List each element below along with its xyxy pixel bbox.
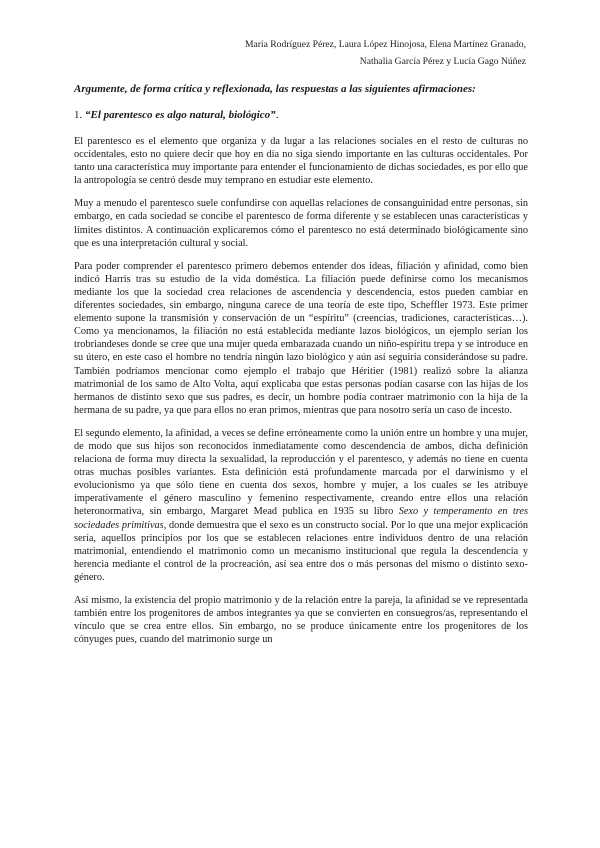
question-line [74,109,278,121]
paragraph-4 [74,427,528,584]
question-text: “El parentesco es algo natural, biológico” [85,109,276,121]
question-number: 1. [74,109,83,121]
author-line-2: Nathalia García Pérez y Lucía Gago Núñez [359,56,526,67]
paragraph-2: Muy a menudo el parentesco suele confundirse con aquellas relaciones de consanguinidad entre personas, sin embargo, en cada sociedad se concibe el parentesco de forma diferente y se establecen unas características y límites distintos. A continuación explicaremos cómo el parentesco no está determinado biológicamente sino que es una interpretación cultural y social. [74,198,528,249]
paragraph-1: El parentesco es el elemento que organiza y da lugar a las relaciones sociales en el resto de culturas no occidentales, esto no quiere decir que hoy en día no siga siendo importante en las culturas occidentales. Por tanto una característica muy importante para entender el funcionamiento de dichas sociedades, es por ello que la antropología se centró desde muy temprano en estudiar este elemento. [74,136,528,187]
book-title: Sexo y temperamento en tres sociedades primitivas [74,506,528,531]
paragraph-3: Para poder comprender el parentesco primero debemos entender dos ideas, filiación y afinidad, como bien indicó Harris tras su estudio de la vida doméstica. La filiación puede definirse como los mecanismos mediante los que la sociedad crea relaciones de ascendencia y descendencia, estos pueden cambiar en diferentes sociedades, sin embargo, ninguna carece de una teoría de este tipo, Scheffler 1973. Este primer elemento supone la transmisión y conservación de un “espíritu” (creencias, tradiciones, características…). Como ya mencionamos, la filiación no está establecida mediante lazos biológicos, un ejemplo serían los trobriandeses donde se cree que una mujer queda embarazada cuando un niño-espíritu trepa y se introduce en su útero, en este caso el hombre no tendría ningún lazo biológico y aún así seguiría considerándose su padre. También podríamos mencionar como ejemplo el trabajo que Héritier (1981) realizó sobre la alianza matrimonial de los samo de Alto Volta, aquí explicaba que estas personas podían casarse con las hijas de los hermanos de distinto sexo que sus padres, es decir, un hombre podía contraer matrimonio con la hija de la hermana de su padre, ya que para ellos no eran primos, mientras que para nosotro sería un caso de incesto. [74,260,528,416]
paragraph-4-text-a: El segundo elemento, la afinidad, a veces se define erróneamente como la unión entre un hombre y una mujer, de modo que sus hijos son reconocidos inmediatamente como descendencia de ambos, dicha definición relaciona de forma muy directa la sexualidad, la reproducción y el parentesco, y además no tiene en cuenta otras muchas posibles variantes. Esta definición está profundamente marcada por el darwinismo y el evolucionismo ya que sólo tiene en cuenta dos sexos, hombre y mujer, a los cuales se les atribuye imperativamente el género masculino y femenino respectivamente, creando entre ellos una relación heteronormativa, sin embargo, Margaret Mead publica en 1935 su libro [74,427,528,518]
body-text [74,135,528,656]
question-end: . [275,109,279,121]
paragraph-5: Así mismo, la existencia del propio matrimonio y de la relación entre la pareja, la afinidad se ve representada también entre los progenitores de ambos integrantes ya que se convierten en consuegros/as, representando el vínculo que se crea entre ellos. Sin embargo, no se produce únicamente entre los progenitores de los cónyuges pues, cuando del matrimonio surge un [74,595,528,646]
author-list [245,36,526,70]
author-line-1: María Rodríguez Pérez, Laura López Hinojosa, Elena Martínez Granado, [244,39,526,50]
paragraph-4-text-b: , donde demuestra que el sexo es un constructo social. Por lo que una mejor explicación sería, aquellos principios por los que se establecen relaciones entre individuos dentro de una relación matrimonial, entendiendo el matrimonio como un mecanismo institucional que regula la descendencia y herencia mediante el control de la procreación, así sea entre dos o más personas del mismo o distinto sexo-género. [74,519,528,583]
assignment-heading: Argumente, de forma crítica y reflexionada, las respuestas a las siguientes afirmaciones: [74,83,476,95]
